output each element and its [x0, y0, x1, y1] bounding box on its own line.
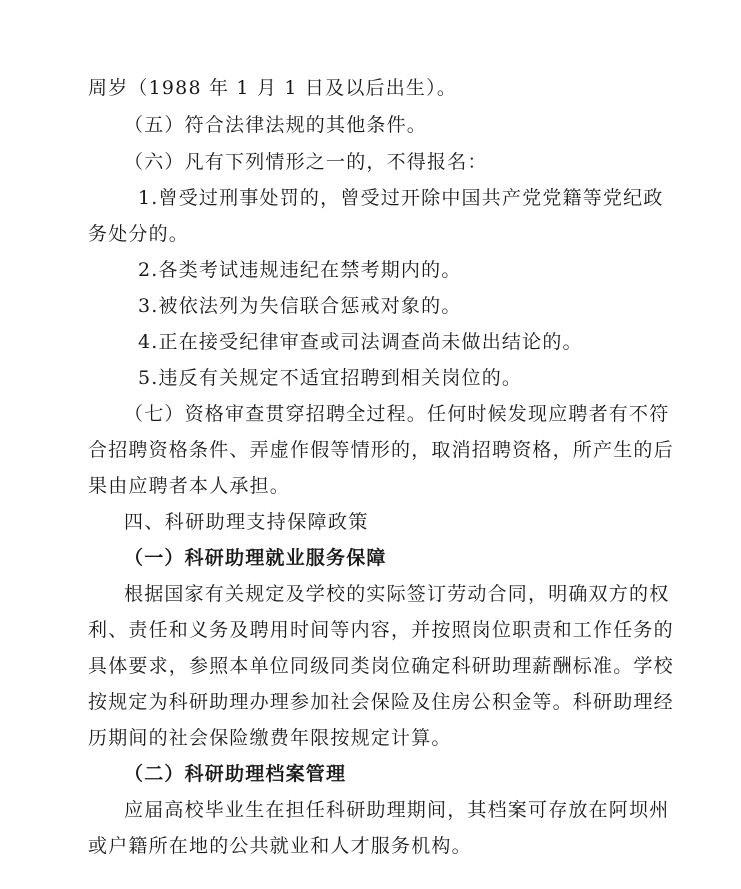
text-line: 务处分的。	[88, 223, 190, 245]
text-line: 利、责任和义务及聘用时间等内容，并按照岗位职责和工作任务的	[88, 619, 674, 641]
subsection-heading: （二）科研助理档案管理	[124, 763, 347, 785]
text-line: （五）符合法律法规的其他条件。	[124, 114, 428, 136]
text-line: （七）资格审查贯穿招聘全过程。任何时候发现应聘者有不符	[124, 403, 670, 425]
text-line: （六）凡有下列情形之一的，不得报名：	[124, 151, 488, 173]
text-line: 周岁（1988 年 1 月 1 日及以后出生）。	[88, 77, 458, 99]
text-line: 按规定为科研助理办理参加社会保险及住房公积金等。科研助理经	[88, 691, 674, 713]
text-line: 历期间的社会保险缴费年限按规定计算。	[88, 727, 452, 749]
text-line: 果由应聘者本人承担。	[88, 475, 291, 497]
text-line: 2.各类考试违规违纪在禁考期内的。	[138, 259, 462, 281]
text-line: 合招聘资格条件、弄虚作假等情形的，取消招聘资格，所产生的后	[88, 439, 674, 461]
text-line: 4.正在接受纪律审查或司法调查尚未做出结论的。	[138, 331, 583, 353]
text-line: 3.被依法列为失信联合惩戒对象的。	[138, 295, 462, 317]
text-line: 5.违反有关规定不适宜招聘到相关岗位的。	[138, 367, 523, 389]
text-line: 1.曾受过刑事处罚的，曾受过开除中国共产党党籍等党纪政	[138, 187, 664, 209]
section-heading: 四、科研助理支持保障政策	[124, 511, 369, 533]
text-line: 具体要求，参照本单位同级同类岗位确定科研助理薪酬标准。学校	[88, 655, 674, 677]
subsection-heading: （一）科研助理就业服务保障	[124, 547, 387, 569]
text-line: 或户籍所在地的公共就业和人才服务机构。	[88, 835, 472, 857]
text-line: 应届高校毕业生在担任科研助理期间，其档案可存放在阿坝州	[124, 799, 670, 821]
text-line: 根据国家有关规定及学校的实际签订劳动合同，明确双方的权	[124, 583, 670, 605]
